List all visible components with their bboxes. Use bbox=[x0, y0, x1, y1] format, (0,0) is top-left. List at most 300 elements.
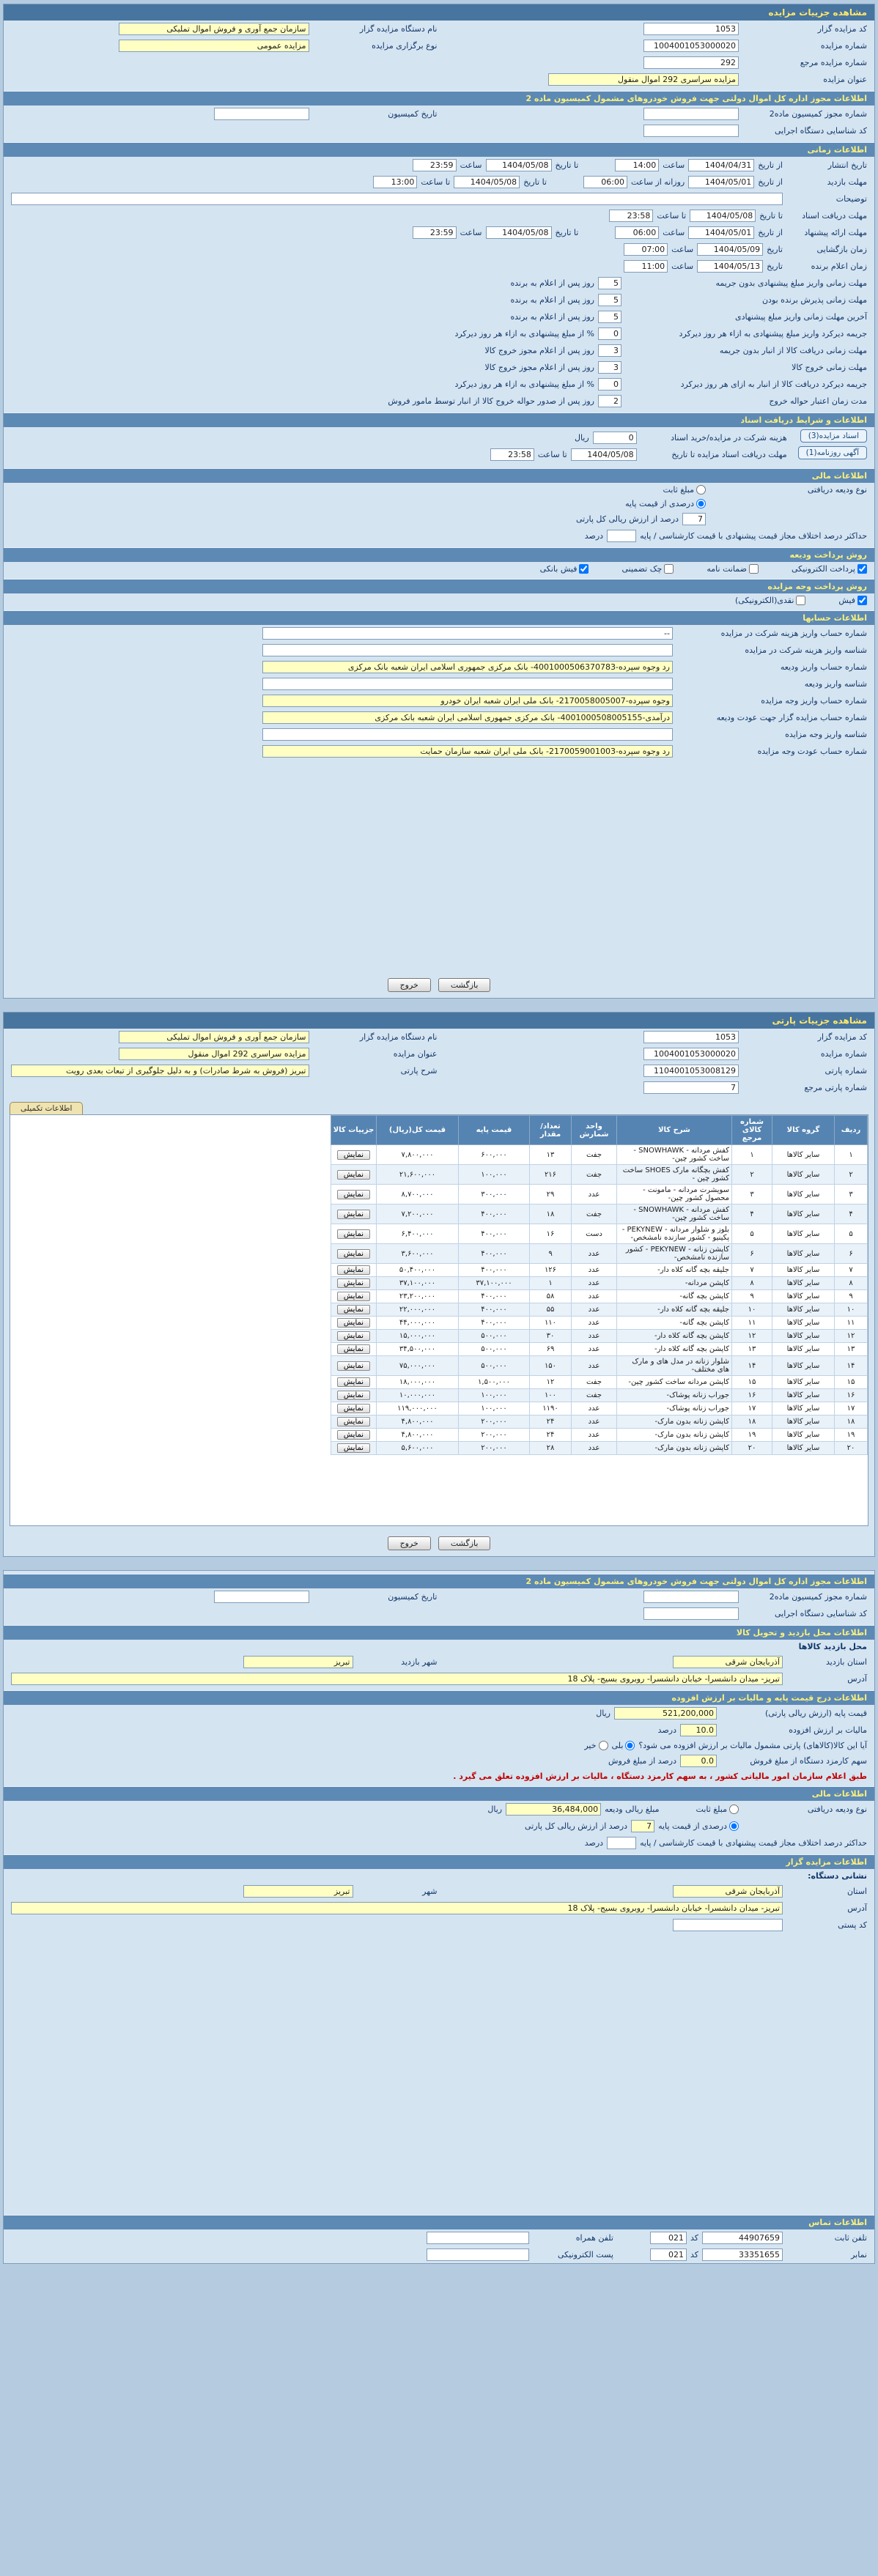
account-value-input[interactable] bbox=[262, 678, 673, 690]
deposit2-fixed-radio[interactable] bbox=[729, 1805, 739, 1814]
cell-base-price: ۳۷,۱۰۰,۰۰۰ bbox=[459, 1277, 530, 1290]
tab-additional-info[interactable]: اطلاعات تکمیلی bbox=[10, 1102, 83, 1114]
visit-city-input[interactable] bbox=[243, 1656, 353, 1668]
auction-ref-input[interactable] bbox=[643, 56, 739, 69]
cell-unit: عدد bbox=[572, 1290, 617, 1303]
panel1-empty-area bbox=[4, 760, 874, 972]
visit-province-pair bbox=[441, 1656, 868, 1668]
date-label: تاریخ bbox=[767, 262, 783, 271]
cell-row-number: ۴ bbox=[835, 1204, 868, 1224]
cell-ref-number: ۶ bbox=[732, 1244, 772, 1264]
auction-code-pair bbox=[441, 23, 868, 35]
deposit-percent-input[interactable] bbox=[682, 513, 706, 525]
back-button[interactable]: بازگشت bbox=[438, 1536, 491, 1550]
cell-item-details bbox=[331, 1204, 377, 1224]
deadline-value-input[interactable] bbox=[598, 344, 621, 357]
cell-row-number: ۱۱ bbox=[835, 1317, 868, 1330]
panel2-actions bbox=[4, 1531, 874, 1556]
cell-item-details bbox=[331, 1402, 377, 1415]
cell-description: کاپشن زنانه بدون مارک- bbox=[617, 1415, 732, 1429]
auction-org-input[interactable] bbox=[119, 23, 309, 35]
parti-auction-number-input[interactable] bbox=[643, 1048, 739, 1060]
cell-row-number: ۱۳ bbox=[835, 1343, 868, 1356]
auction-title-input[interactable] bbox=[548, 73, 739, 86]
account-row bbox=[4, 625, 874, 642]
cell-item-details bbox=[331, 1303, 377, 1317]
item-details-button[interactable]: نمایش bbox=[337, 1430, 370, 1440]
cell-quantity: ۵۸ bbox=[530, 1290, 572, 1303]
percent-label: درصد bbox=[657, 1725, 676, 1735]
cell-row-number: ۱۲ bbox=[835, 1330, 868, 1343]
permit-date-input[interactable] bbox=[214, 108, 309, 120]
parti-details-panel bbox=[3, 1012, 875, 1557]
bidder-province-input[interactable] bbox=[673, 1885, 783, 1898]
item-row bbox=[331, 1415, 868, 1429]
deadline-label: مهلت زمانی خروج کالا bbox=[792, 363, 867, 372]
auction-code-label: کد مزایده گزار bbox=[817, 24, 867, 34]
deadline-row bbox=[4, 275, 874, 292]
documents-deadline-date-input[interactable] bbox=[571, 448, 637, 461]
cell-row-number: ۶ bbox=[835, 1244, 868, 1264]
cell-ref-number: ۱۴ bbox=[732, 1356, 772, 1376]
cell-description: کفش مردانه - SNOWHAWK - ساخت کشور چین- bbox=[617, 1204, 732, 1224]
parti-desc-pair bbox=[11, 1065, 438, 1077]
item-details-button[interactable]: نمایش bbox=[337, 1265, 370, 1275]
auction-number-pair bbox=[441, 40, 868, 52]
offer-from-date-input[interactable] bbox=[688, 226, 754, 239]
documents-deadline-row bbox=[11, 446, 794, 463]
cell-total-price: ۴,۸۰۰,۰۰۰ bbox=[377, 1429, 459, 1442]
fax-input[interactable] bbox=[702, 2249, 783, 2261]
cell-total-price: ۷۵,۰۰۰,۰۰۰ bbox=[377, 1356, 459, 1376]
item-details-button[interactable]: نمایش bbox=[337, 1331, 370, 1341]
item-details-button[interactable]: نمایش bbox=[337, 1278, 370, 1288]
max-diff-row bbox=[4, 528, 874, 544]
cell-group: سایر کالاها bbox=[772, 1376, 835, 1389]
documents-deadline-label: مهلت دریافت اسناد مزایده تا تاریخ bbox=[671, 450, 787, 459]
back-button[interactable]: بازگشت bbox=[438, 978, 491, 992]
deadline-value-input[interactable] bbox=[598, 277, 621, 289]
visit-address-label: آدرس bbox=[847, 1674, 867, 1684]
vat-yes-option bbox=[612, 1741, 635, 1750]
deadline-value-input[interactable] bbox=[598, 361, 621, 374]
publish-from-time-input[interactable] bbox=[615, 159, 659, 171]
timing-notes-input[interactable] bbox=[11, 193, 783, 205]
documents-fee-input[interactable] bbox=[593, 432, 637, 444]
hour-label: ساعت bbox=[663, 228, 685, 237]
deadline-value-input[interactable] bbox=[598, 378, 621, 391]
cell-group: سایر کالاها bbox=[772, 1415, 835, 1429]
parti-row-4 bbox=[4, 1079, 874, 1096]
vat-no-radio[interactable] bbox=[599, 1741, 608, 1750]
deposit-fixed-radio[interactable] bbox=[696, 485, 706, 495]
parti-row-3 bbox=[4, 1062, 874, 1079]
exit-button[interactable]: خروج bbox=[388, 1536, 431, 1550]
max-diff-input[interactable] bbox=[607, 530, 636, 542]
email-label: پست الکترونیکی bbox=[558, 2250, 613, 2259]
documents-link-button[interactable]: آگهی روزنامه(1) bbox=[798, 446, 867, 459]
cell-row-number: ۸ bbox=[835, 1277, 868, 1290]
agency-fee-row bbox=[4, 1753, 874, 1769]
cell-group: سایر کالاها bbox=[772, 1145, 835, 1165]
publish-to-time-input[interactable] bbox=[413, 159, 457, 171]
mobile-input[interactable] bbox=[427, 2232, 529, 2244]
account-value-input[interactable] bbox=[262, 695, 673, 707]
cell-ref-number: ۲ bbox=[732, 1165, 772, 1185]
deposit-percent-value-row bbox=[4, 511, 874, 528]
cell-description: کفش بچگانه مارک SHOES ساخت کشور چین - bbox=[617, 1165, 732, 1185]
deposit-fixed-label: مبلغ ثابت bbox=[663, 485, 694, 495]
permit-no-input[interactable] bbox=[643, 108, 739, 120]
cell-quantity: ۲۴ bbox=[530, 1429, 572, 1442]
opening-date-input[interactable] bbox=[697, 243, 763, 256]
item-row bbox=[331, 1145, 868, 1165]
account-value-input[interactable] bbox=[262, 627, 673, 640]
cell-item-details bbox=[331, 1429, 377, 1442]
max-diff2-row bbox=[4, 1835, 874, 1851]
parti-auction-code-input[interactable] bbox=[643, 1031, 739, 1043]
hour-label: ساعت bbox=[671, 245, 694, 254]
account-value-input[interactable] bbox=[262, 661, 673, 673]
parti-tab-bar bbox=[4, 1102, 874, 1114]
auction-org-label: نام دستگاه مزایده گزار bbox=[359, 24, 438, 34]
offer-from-time-input[interactable] bbox=[615, 226, 659, 239]
timing-notes-label: توضیحات bbox=[835, 194, 867, 204]
offer-to-date-input[interactable] bbox=[486, 226, 552, 239]
phone-input[interactable] bbox=[702, 2232, 783, 2244]
deposit-method-option bbox=[540, 564, 589, 574]
visit-from-time-input[interactable] bbox=[583, 176, 627, 188]
from-date-label: از تاریخ bbox=[758, 160, 783, 170]
deposit-method-checkbox[interactable] bbox=[857, 564, 867, 574]
winner-time-input[interactable] bbox=[624, 260, 668, 273]
phone-label: تلفن ثابت bbox=[834, 2233, 867, 2243]
parti-org-input[interactable] bbox=[119, 1031, 309, 1043]
cell-description: کاپشن مردانه- bbox=[617, 1277, 732, 1290]
cell-ref-number: ۵ bbox=[732, 1224, 772, 1244]
deadline-row bbox=[4, 292, 874, 308]
cell-unit: عدد bbox=[572, 1442, 617, 1455]
cell-total-price: ۴۴,۰۰۰,۰۰۰ bbox=[377, 1317, 459, 1330]
cell-total-price: ۳,۶۰۰,۰۰۰ bbox=[377, 1244, 459, 1264]
deadline-value-input[interactable] bbox=[598, 294, 621, 306]
bidder-address-input[interactable] bbox=[11, 1902, 783, 1914]
account-value-input[interactable] bbox=[262, 644, 673, 656]
cell-row-number: ۱۰ bbox=[835, 1303, 868, 1317]
cell-item-details bbox=[331, 1415, 377, 1429]
deadline-suffix: % از مبلغ پیشنهادی به ازاء هر روز دیرکرد bbox=[454, 329, 594, 338]
visit-city-label: شهر بازدید bbox=[401, 1657, 438, 1667]
deadline-value-input[interactable] bbox=[598, 395, 621, 407]
cell-base-price: ۴۰۰,۰۰۰ bbox=[459, 1224, 530, 1244]
account-value-input[interactable] bbox=[262, 728, 673, 741]
header-base-price: قیمت پایه bbox=[459, 1116, 530, 1145]
cell-description: جلیقه بچه گانه کلاه دار- bbox=[617, 1264, 732, 1277]
payment-method-label: فیش bbox=[838, 596, 855, 605]
visit-period-row bbox=[4, 174, 874, 190]
account-value-input[interactable] bbox=[262, 711, 673, 724]
visit-address-input[interactable] bbox=[11, 1673, 783, 1685]
item-details-button[interactable]: نمایش bbox=[337, 1170, 370, 1180]
opening-time-label: زمان بازگشایی bbox=[816, 245, 867, 254]
parti-row-1 bbox=[4, 1029, 874, 1045]
cell-quantity: ۶۹ bbox=[530, 1343, 572, 1356]
page bbox=[3, 4, 875, 2264]
parti-ref-label: شماره پارتی مرجع bbox=[804, 1083, 867, 1092]
parti-org-pair bbox=[11, 1031, 438, 1043]
visit-to-time-input[interactable] bbox=[373, 176, 417, 188]
documents-deadline-time-input[interactable] bbox=[490, 448, 534, 461]
account-label: شماره حساب واریز وجه مزایده bbox=[761, 696, 867, 706]
cell-base-price: ۱۰۰,۰۰۰ bbox=[459, 1402, 530, 1415]
item-details-button[interactable]: نمایش bbox=[337, 1210, 370, 1219]
publish-label: تاریخ انتشار bbox=[827, 160, 867, 170]
winner-announce-label: زمان اعلام برنده bbox=[811, 262, 867, 271]
deposit2-percent-input[interactable] bbox=[631, 1820, 654, 1832]
cell-base-price: ۵۰۰,۰۰۰ bbox=[459, 1330, 530, 1343]
publish-to-date-input[interactable] bbox=[486, 159, 552, 171]
publish-from-date-input[interactable] bbox=[688, 159, 754, 171]
item-details-button[interactable]: نمایش bbox=[337, 1150, 370, 1160]
cell-total-price: ۲۱,۶۰۰,۰۰۰ bbox=[377, 1165, 459, 1185]
pricing-section-header: اطلاعات درج قیمت پایه و مالیات بر ارزش افزوده bbox=[4, 1690, 874, 1705]
permit-row-2 bbox=[4, 122, 874, 139]
parti-items-table bbox=[331, 1115, 868, 1455]
rial-label: ریال bbox=[574, 433, 589, 443]
item-details-button[interactable]: نمایش bbox=[337, 1391, 370, 1400]
exit-button[interactable]: خروج bbox=[388, 978, 431, 992]
hour-label: ساعت bbox=[663, 160, 685, 170]
item-row bbox=[331, 1389, 868, 1402]
parti-details-header: مشاهده جزییات پارتی bbox=[4, 1013, 874, 1029]
deadline-row bbox=[4, 393, 874, 410]
bidder-province-label: استان bbox=[846, 1887, 867, 1896]
item-details-button[interactable]: نمایش bbox=[337, 1318, 370, 1328]
cell-unit: عدد bbox=[572, 1277, 617, 1290]
cell-description: جلیقه بچه گانه کلاه دار- bbox=[617, 1303, 732, 1317]
deadline-suffix: روز پس از اعلام به برنده bbox=[510, 278, 594, 288]
auction-details-header: مشاهده جزییات مزایده bbox=[4, 4, 874, 21]
item-details-button[interactable]: نمایش bbox=[337, 1377, 370, 1387]
hour-label: ساعت bbox=[460, 228, 482, 237]
documents-link-button[interactable]: اسناد مزایده(3) bbox=[800, 429, 867, 443]
parti-number-input[interactable] bbox=[643, 1065, 739, 1077]
cell-description: کاپشن بچه گانه- bbox=[617, 1290, 732, 1303]
bidder-postal-input[interactable] bbox=[673, 1919, 783, 1931]
payment-method-checkbox[interactable] bbox=[857, 596, 867, 605]
panel1-actions bbox=[4, 972, 874, 998]
cell-group: سایر کالاها bbox=[772, 1165, 835, 1185]
parti-desc-label: شرح پارتی bbox=[400, 1066, 438, 1076]
deposit-method-checkbox[interactable] bbox=[749, 564, 759, 574]
permit2-date-input[interactable] bbox=[214, 1591, 309, 1603]
item-details-button[interactable]: نمایش bbox=[337, 1417, 370, 1426]
vat-yes-label: بلی bbox=[611, 1741, 624, 1750]
item-details-button[interactable]: نمایش bbox=[337, 1404, 370, 1413]
phone-area-code-input[interactable] bbox=[650, 2232, 687, 2244]
item-details-button[interactable]: نمایش bbox=[337, 1305, 370, 1314]
mobile-label: تلفن همراه bbox=[575, 2233, 613, 2243]
account-label: شناسه واریز هزینه شرکت در مزایده bbox=[745, 645, 867, 655]
cell-item-details bbox=[331, 1343, 377, 1356]
auction-code-input[interactable] bbox=[643, 23, 739, 35]
permit-exec-input[interactable] bbox=[643, 125, 739, 137]
parti-desc-input[interactable] bbox=[11, 1065, 309, 1077]
hour-label: ساعت bbox=[460, 160, 482, 170]
cell-item-details bbox=[331, 1165, 377, 1185]
auction-basic-row-2 bbox=[4, 37, 874, 54]
documents-fee-row bbox=[11, 429, 794, 446]
item-details-button[interactable]: نمایش bbox=[337, 1190, 370, 1199]
account-value-input[interactable] bbox=[262, 745, 673, 758]
deposit-method-checkbox[interactable] bbox=[579, 564, 589, 574]
vat-question-label: آیا این کالا(کالاهای) پارتی مشمول مالیات بر ارزش افزوده می شود؟ bbox=[638, 1741, 867, 1750]
cell-item-details bbox=[331, 1389, 377, 1402]
cell-description: کاپشن زنانه بدون مارک- bbox=[617, 1429, 732, 1442]
permit-date-label: تاریخ کمیسیون bbox=[388, 109, 438, 119]
cell-unit: جفت bbox=[572, 1145, 617, 1165]
deposit-method-label: چک تضمینی bbox=[621, 564, 663, 574]
payment-method-checkbox[interactable] bbox=[796, 596, 805, 605]
cell-row-number: ۱۸ bbox=[835, 1415, 868, 1429]
item-row bbox=[331, 1330, 868, 1343]
deadline-suffix: روز پس از صدور حواله خروج کالا از انبار توسط مامور فروش bbox=[388, 396, 594, 406]
cell-item-details bbox=[331, 1290, 377, 1303]
cell-base-price: ۳۰۰,۰۰۰ bbox=[459, 1185, 530, 1204]
cell-total-price: ۱۰,۰۰۰,۰۰۰ bbox=[377, 1389, 459, 1402]
cell-base-price: ۲۰۰,۰۰۰ bbox=[459, 1415, 530, 1429]
deadline-label: آخرین مهلت زمانی واریز مبلغ پیشنهادی bbox=[735, 312, 867, 322]
cell-base-price: ۵۰۰,۰۰۰ bbox=[459, 1343, 530, 1356]
max-diff2-input[interactable] bbox=[607, 1837, 636, 1849]
cell-quantity: ۳۰ bbox=[530, 1330, 572, 1343]
item-details-button[interactable]: نمایش bbox=[337, 1344, 370, 1354]
deposit-method-label: پرداخت الکترونیکی bbox=[792, 564, 855, 574]
cell-group: سایر کالاها bbox=[772, 1442, 835, 1455]
bidder-city-input[interactable] bbox=[243, 1885, 353, 1898]
cell-total-price: ۱۵,۰۰۰,۰۰۰ bbox=[377, 1330, 459, 1343]
item-row bbox=[331, 1224, 868, 1244]
cell-quantity: ۱ bbox=[530, 1277, 572, 1290]
agency-fee-input[interactable] bbox=[680, 1755, 717, 1767]
cell-base-price: ۵۰۰,۰۰۰ bbox=[459, 1356, 530, 1376]
item-row bbox=[331, 1356, 868, 1376]
deposit-percent-label: درصدی از قیمت پایه bbox=[625, 499, 694, 508]
cell-base-price: ۱۰۰,۰۰۰ bbox=[459, 1165, 530, 1185]
parti-code-pair bbox=[441, 1031, 868, 1043]
parti-ref-input[interactable] bbox=[643, 1081, 739, 1094]
cell-item-details bbox=[331, 1244, 377, 1264]
deadline-value-input[interactable] bbox=[598, 311, 621, 323]
vat-no-label: خیر bbox=[584, 1741, 597, 1750]
cell-unit: عدد bbox=[572, 1429, 617, 1442]
permit2-exec-input[interactable] bbox=[643, 1607, 739, 1620]
opening-time-input[interactable] bbox=[624, 243, 668, 256]
header-quantity: تعداد/ مقدار bbox=[530, 1116, 572, 1145]
deposit2-fixed-label: مبلغ ثابت bbox=[696, 1805, 727, 1814]
permit-row-1 bbox=[4, 106, 874, 122]
fax-area-code-input[interactable] bbox=[650, 2249, 687, 2261]
cell-group: سایر کالاها bbox=[772, 1224, 835, 1244]
cell-quantity: ۱۲۶ bbox=[530, 1264, 572, 1277]
item-details-button[interactable]: نمایش bbox=[337, 1249, 370, 1259]
percent-label: درصد bbox=[584, 1838, 604, 1848]
cell-ref-number: ۷ bbox=[732, 1264, 772, 1277]
offer-to-time-input[interactable] bbox=[413, 226, 457, 239]
until-hour-label: تا ساعت bbox=[537, 450, 567, 459]
cell-description: کفش مردانه - SNOWHAWK - ساخت کشور چین- bbox=[617, 1145, 732, 1165]
vat-input[interactable] bbox=[680, 1724, 717, 1736]
cell-unit: دست bbox=[572, 1224, 617, 1244]
permit2-no-input[interactable] bbox=[643, 1591, 739, 1603]
deposit-percent-radio[interactable] bbox=[696, 499, 706, 508]
permit2-row-2 bbox=[4, 1605, 874, 1622]
deposit-method-checkbox[interactable] bbox=[664, 564, 674, 574]
item-details-button[interactable]: نمایش bbox=[337, 1229, 370, 1239]
item-details-button[interactable]: نمایش bbox=[337, 1361, 370, 1371]
visit-to-date-input[interactable] bbox=[454, 176, 520, 188]
cell-ref-number: ۱۸ bbox=[732, 1415, 772, 1429]
item-details-button[interactable]: نمایش bbox=[337, 1292, 370, 1301]
bidder-province-pair bbox=[441, 1885, 868, 1898]
cell-quantity: ۲۱۶ bbox=[530, 1165, 572, 1185]
to-date-label: تا تاریخ bbox=[759, 211, 783, 221]
cell-group: سایر کالاها bbox=[772, 1204, 835, 1224]
parti-auction-title-input[interactable] bbox=[119, 1048, 309, 1060]
winner-date-input[interactable] bbox=[697, 260, 763, 273]
base-price-input[interactable] bbox=[614, 1707, 717, 1720]
auction-type-input[interactable] bbox=[119, 40, 309, 52]
vat-yes-radio[interactable] bbox=[625, 1741, 635, 1750]
deposit2-amount-input[interactable] bbox=[506, 1803, 601, 1816]
item-row bbox=[331, 1429, 868, 1442]
timing-notes-row bbox=[4, 190, 874, 207]
cell-ref-number: ۹ bbox=[732, 1290, 772, 1303]
cell-unit: عدد bbox=[572, 1317, 617, 1330]
winner-time-row bbox=[4, 258, 874, 275]
docs-deadline-time-input[interactable] bbox=[609, 210, 653, 222]
header-row-number: ردیف bbox=[835, 1116, 868, 1145]
visit-province-row bbox=[4, 1654, 874, 1670]
item-row bbox=[331, 1264, 868, 1277]
visit-province-input[interactable] bbox=[673, 1656, 783, 1668]
documents-fee-label: هزینه شرکت در مزایده/خرید اسناد bbox=[671, 433, 787, 443]
cell-quantity: ۱۲ bbox=[530, 1376, 572, 1389]
item-details-button[interactable]: نمایش bbox=[337, 1443, 370, 1453]
bidder-address-row bbox=[4, 1900, 874, 1917]
cell-quantity: ۱۸ bbox=[530, 1204, 572, 1224]
cell-group: سایر کالاها bbox=[772, 1185, 835, 1204]
cell-unit: عدد bbox=[572, 1343, 617, 1356]
deposit-type-row bbox=[4, 483, 874, 497]
visit-from-date-input[interactable] bbox=[688, 176, 754, 188]
cell-group: سایر کالاها bbox=[772, 1356, 835, 1376]
docs-deadline-date-input[interactable] bbox=[690, 210, 756, 222]
cell-description: بلوز و شلوار مردانه - PEKYNEW - پکینیو - کشور سازنده نامشخص- bbox=[617, 1224, 732, 1244]
deposit2-percent-radio[interactable] bbox=[729, 1821, 739, 1831]
until-hour-label: تا ساعت bbox=[657, 211, 687, 221]
email-input[interactable] bbox=[427, 2249, 529, 2261]
auction-basic-row-3 bbox=[4, 54, 874, 71]
header-description: شرح کالا bbox=[617, 1116, 732, 1145]
account-row bbox=[4, 676, 874, 692]
deadline-value-input[interactable] bbox=[598, 327, 621, 340]
auction-number-input[interactable] bbox=[643, 40, 739, 52]
cell-unit: جفت bbox=[572, 1165, 617, 1185]
visit-section-header: اطلاعات محل بازدید و تحویل کالا bbox=[4, 1625, 874, 1640]
opening-time-row bbox=[4, 241, 874, 258]
cell-quantity: ۱۱۹۰ bbox=[530, 1402, 572, 1415]
